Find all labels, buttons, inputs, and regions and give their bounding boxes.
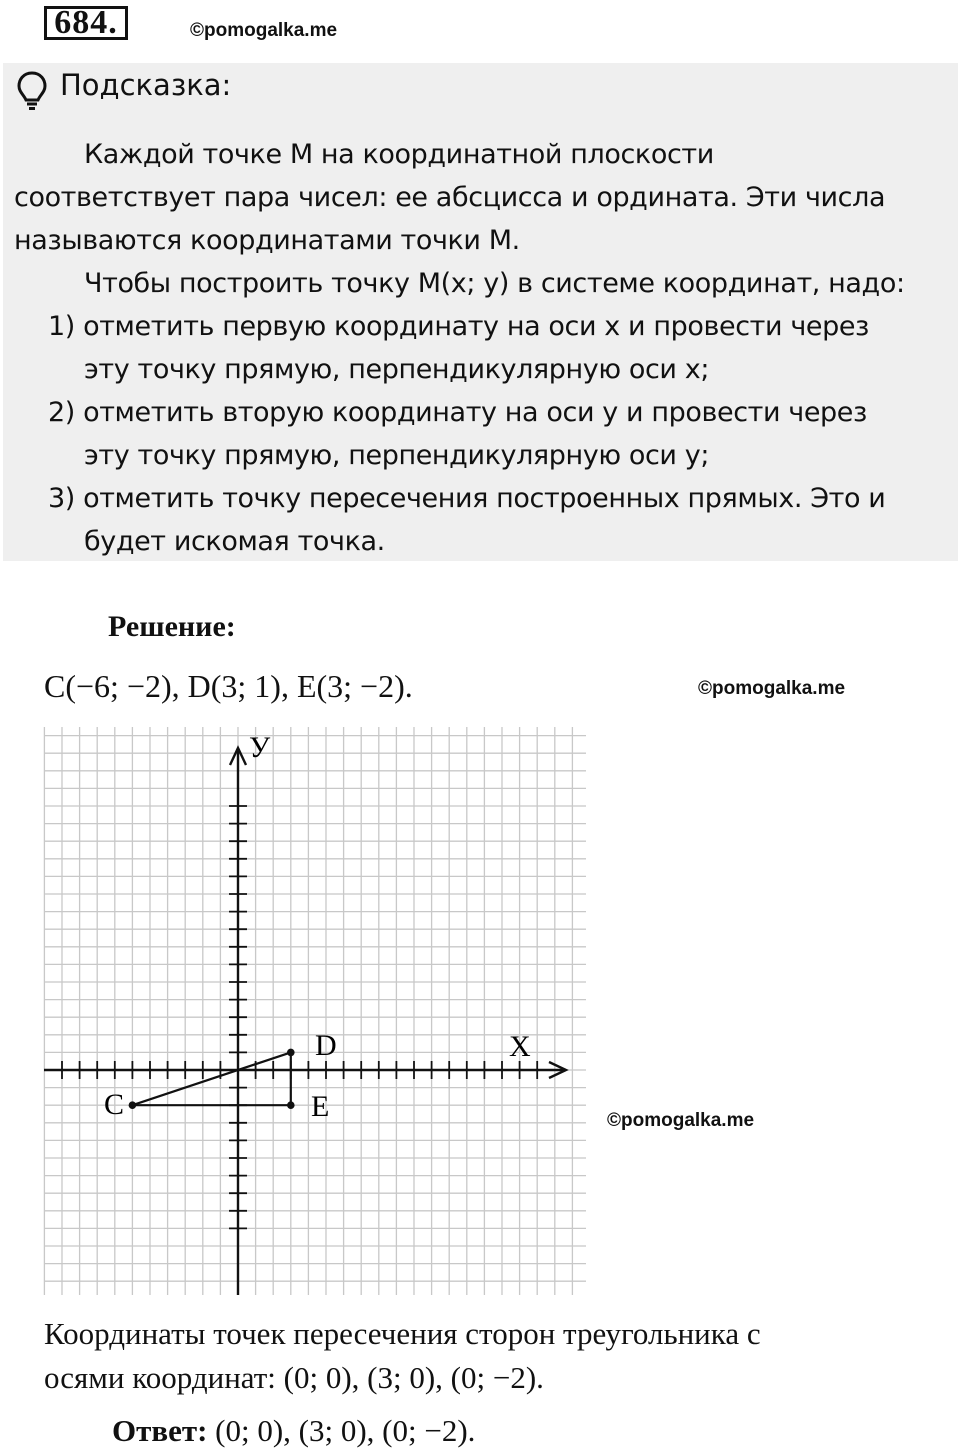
hint-step-1-cont: эту точку прямую, перпендикулярную оси x;: [84, 354, 710, 385]
hint-line-2: соответствует пара чисел: ее абсцисса и ордината. Эти числа: [14, 182, 886, 213]
point-c: [129, 1101, 137, 1109]
graph-axes: [44, 748, 566, 1295]
hint-line-3: называются координатами точки М.: [14, 225, 520, 256]
hint-step-2: 2) отметить вторую координату на оси y и провести через: [48, 397, 867, 428]
point-d: [287, 1049, 295, 1057]
points-list: C(−6; −2), D(3; 1), E(3; −2).: [44, 668, 413, 704]
point-d-label: D: [315, 1029, 337, 1062]
point-c-label: C: [104, 1088, 125, 1121]
triangle-side-cd: [132, 1052, 290, 1105]
hint-line-1: Каждой точке М на координатной плоскости: [84, 139, 714, 170]
hint-title: Подсказка:: [60, 68, 232, 102]
answer-value: (0; 0), (3; 0), (0; −2).: [215, 1413, 476, 1448]
hint-line-4: Чтобы построить точку М(x; y) в системе координат, надо:: [84, 268, 905, 299]
watermark: ©pomogalka.me: [607, 1110, 755, 1131]
watermark: ©pomogalka.me: [698, 678, 846, 699]
answer-row: [112, 1413, 475, 1449]
graph-grid: [44, 727, 586, 1295]
hint-step-3-cont: будет искомая точка.: [84, 526, 385, 557]
graph-marks: [129, 1049, 295, 1109]
conclusion-line-2: осями координат: (0; 0), (3; 0), (0; −2).: [44, 1360, 544, 1395]
hint-step-1: 1) отметить первую координату на оси x и провести через: [48, 311, 869, 342]
answer-label: Ответ:: [112, 1413, 208, 1448]
task-number: 684.: [44, 6, 128, 40]
conclusion-line-1: Координаты точек пересечения сторон треугольника с: [44, 1316, 761, 1351]
hint-step-3: 3) отметить точку пересечения построенных прямых. Это и: [48, 483, 886, 514]
hint-step-2-cont: эту точку прямую, перпендикулярную оси y;: [84, 440, 710, 471]
x-axis-label: X: [509, 1030, 531, 1063]
point-e-label: E: [311, 1090, 330, 1123]
point-e: [287, 1101, 295, 1109]
watermark: ©pomogalka.me: [190, 20, 338, 41]
y-axis-label: У: [249, 731, 271, 764]
solution-title: Решение:: [108, 610, 236, 643]
